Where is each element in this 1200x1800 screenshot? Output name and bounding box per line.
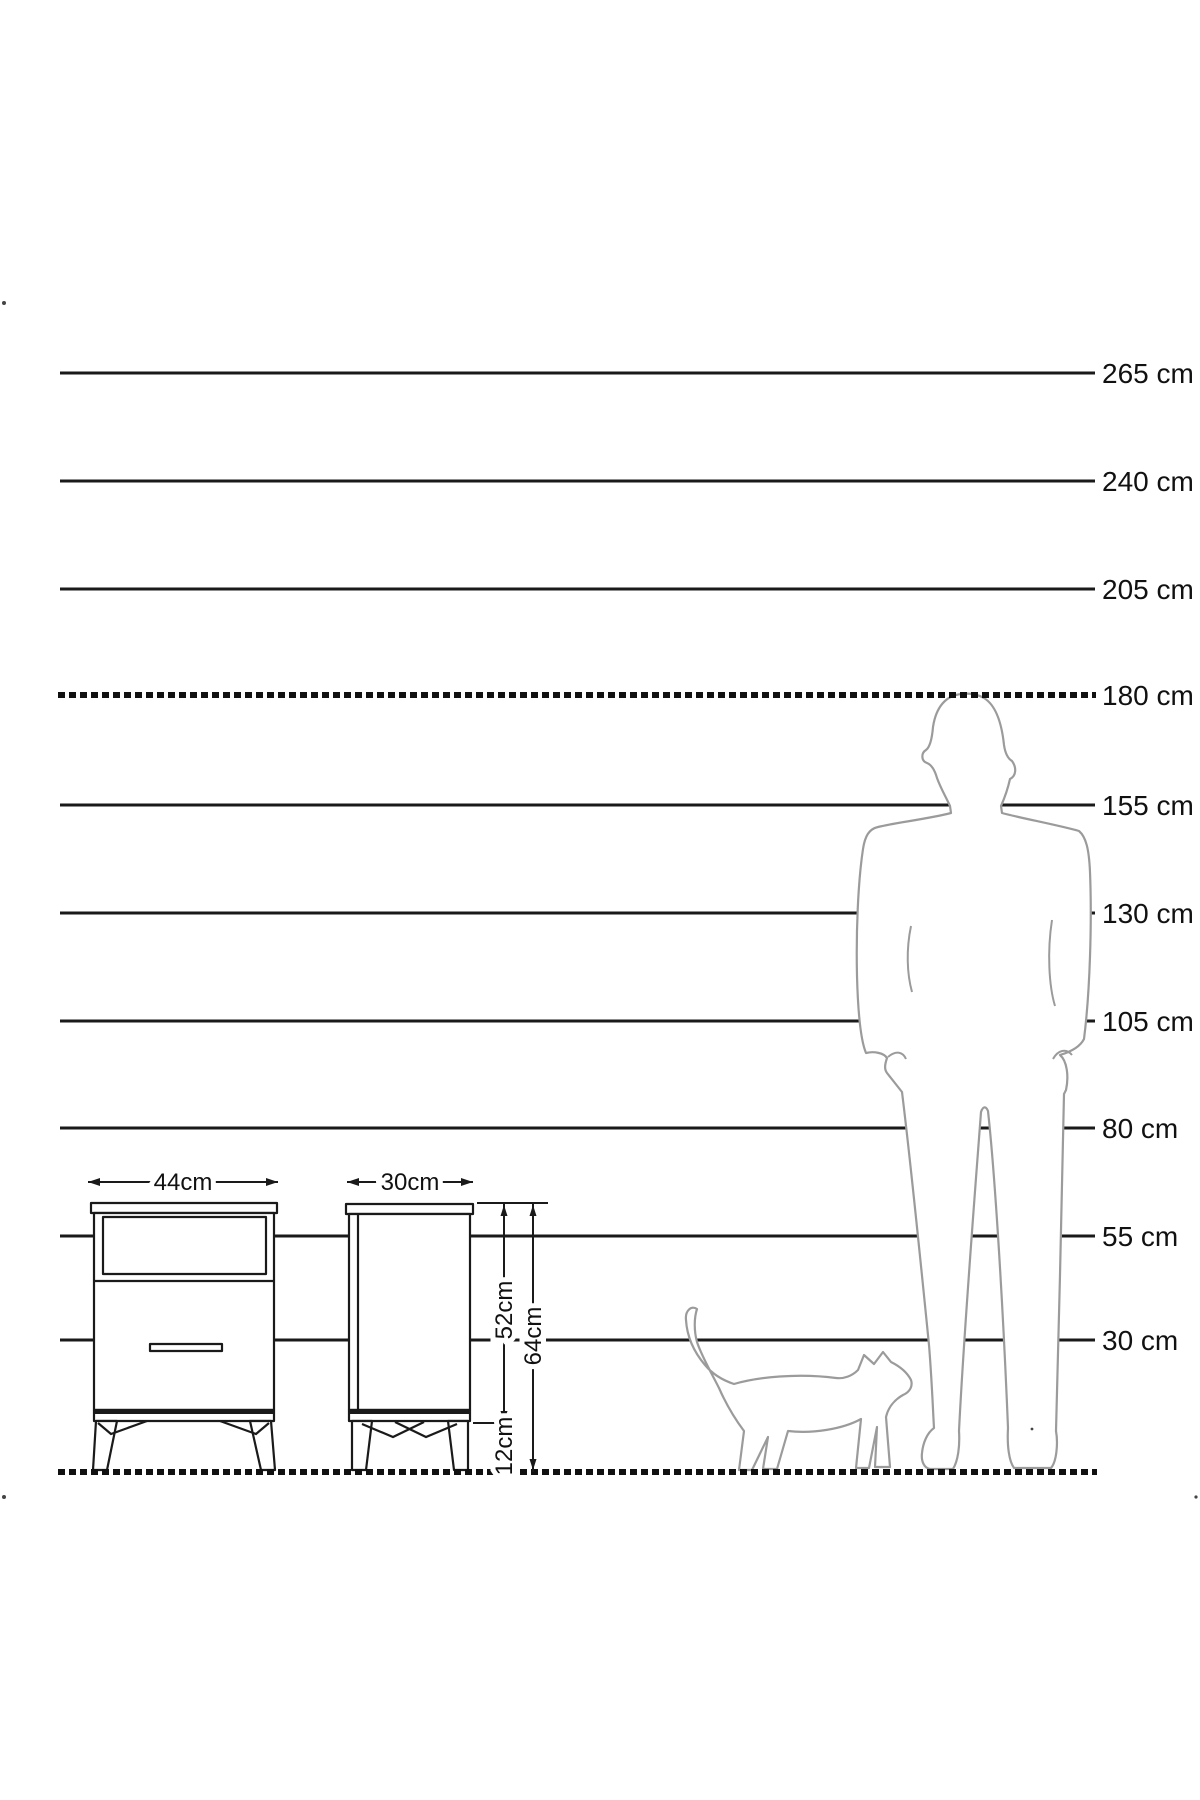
front-drawer-handle [150,1344,222,1351]
cat-silhouette [686,1308,912,1470]
nightstand-side-view [346,1204,473,1470]
scale-label-240: 240 cm [1102,466,1194,497]
speck-dot [1031,1428,1034,1431]
nightstand-front-view [91,1203,277,1470]
dim-label-12cm: 12cm [491,1416,518,1476]
dim-label-44cm: 44cm [153,1169,213,1196]
arrow-up-icon [501,1205,508,1216]
scale-label-55: 55 cm [1102,1221,1179,1252]
front-top-slab [91,1203,277,1213]
scale-label-130: 130 cm [1102,898,1194,929]
arrow-left-icon [347,1178,359,1186]
side-right-leg [448,1421,468,1470]
arrow-right-icon [266,1178,278,1186]
man-silhouette [857,694,1091,1469]
cat-outline [686,1308,912,1470]
arrow-right-icon [461,1178,473,1186]
dim-label-64cm: 64cm [520,1306,547,1366]
height-scale-labels [1102,358,1194,1356]
speck-dot [2,301,6,305]
arrow-up-icon [530,1205,537,1216]
speck-dot [1194,1495,1197,1498]
side-top-slab [346,1204,473,1214]
speck-dot [2,1495,6,1499]
man-outline [857,694,1091,1469]
side-body [349,1214,470,1410]
scale-label-30: 30 cm [1102,1325,1179,1356]
scale-label-80: 80 cm [1102,1113,1179,1144]
front-open-shelf [103,1217,266,1274]
scale-label-265: 265 cm [1102,358,1194,389]
dim-label-52cm: 52cm [491,1280,518,1340]
arrow-left-icon [88,1178,100,1186]
arrow-down-icon [530,1459,537,1470]
scale-label-205: 205 cm [1102,574,1194,605]
scale-label-180: 180 cm [1102,680,1194,711]
side-left-leg [352,1421,372,1470]
scale-label-105: 105 cm [1102,1006,1194,1037]
dim-label-30cm: 30cm [380,1169,440,1196]
scale-label-155: 155 cm [1102,790,1194,821]
